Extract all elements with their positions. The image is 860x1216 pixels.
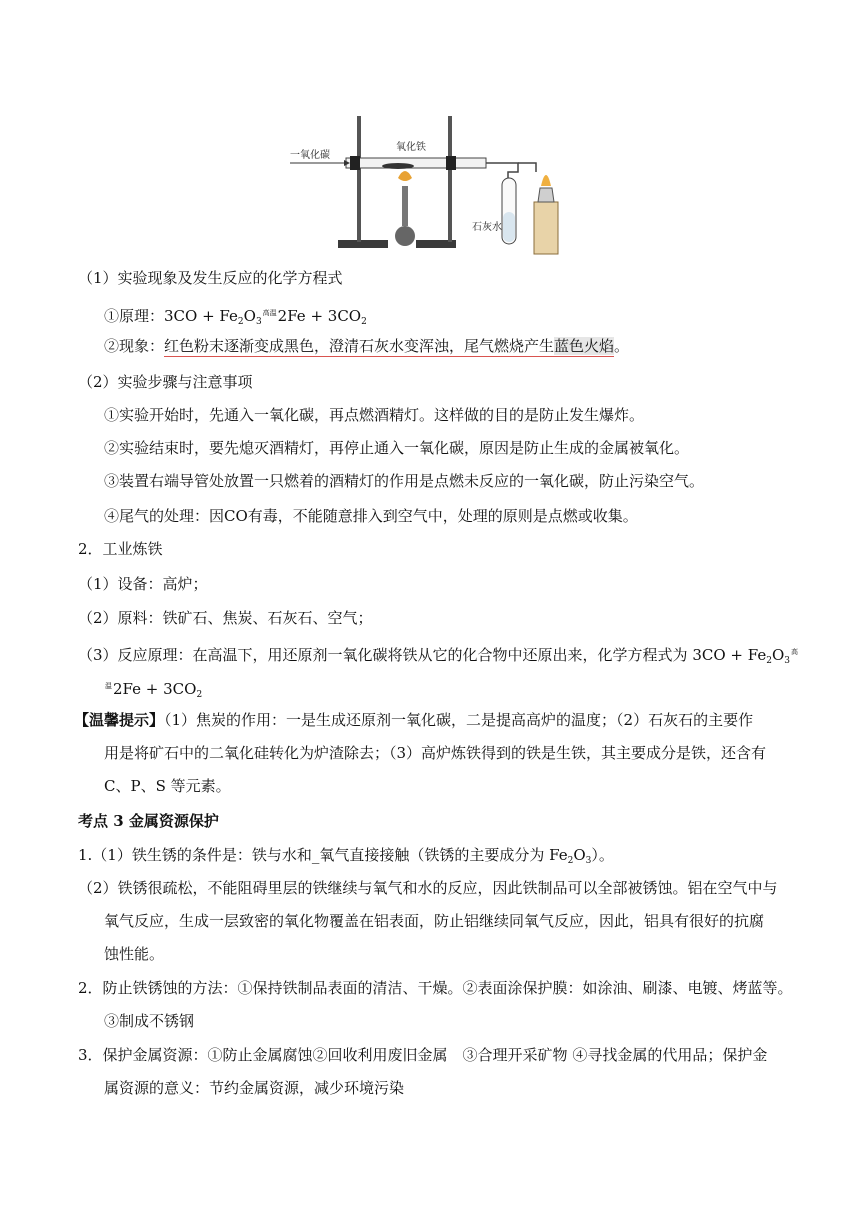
burner-stem: [402, 186, 408, 226]
step-3: ③装置右端导管处放置一只燃着的酒精灯的作用是点燃未反应的一氧化碳，防止污染空气。: [104, 472, 705, 490]
tip-line-2: 用是将矿石中的二氧化硅转化为炉渣除去；（3）高炉炼铁得到的铁是生铁，其主要成分是铁，还含有: [104, 744, 767, 762]
tip-line-1: [74, 710, 753, 730]
principle-text-b: 2Fe + 3CO: [277, 307, 362, 325]
resource-protection-line-1: 3．保护金属资源：①防止金属腐蚀②回收利用废旧金属 ③合理开采矿物 ④寻找金属的代用品；保护金: [78, 1046, 768, 1064]
rust-sub-2: 2: [567, 856, 574, 866]
reaction-condition-b: 温: [105, 682, 112, 690]
label-iron-oxide: 氧化铁: [396, 142, 426, 153]
phenomenon-line: [104, 336, 629, 356]
alcohol-lamp: [538, 188, 554, 202]
middle-stand-rod: [448, 116, 452, 242]
reaction-text-b: 2Fe + 3CO: [113, 680, 197, 698]
principle-sub-2: 2: [237, 317, 244, 327]
left-stand-base: [338, 240, 388, 248]
industry-equipment: （1）设备：高炉；: [78, 575, 208, 593]
step-1: ①实验开始时，先通入一氧化碳，再点燃酒精灯。这样做的目的是防止发生爆炸。: [104, 406, 645, 424]
burner-bulb: [395, 226, 415, 246]
rust-text-end: ）。: [591, 846, 614, 864]
reaction-tube: [346, 158, 486, 168]
rust-explanation-line-3: 蚀性能。: [104, 945, 165, 963]
principle-condition: 高温: [262, 309, 277, 317]
reaction-text-o: O: [771, 646, 785, 664]
iron-oxide-powder: [382, 163, 414, 169]
industry-reaction-line-1: [78, 642, 799, 665]
rust-sub-3: 3: [585, 856, 592, 866]
tip-label: 【温馨提示】: [74, 711, 165, 729]
limewater-level: [503, 212, 515, 242]
label-limewater: 石灰水: [472, 222, 502, 233]
phenomenon-end: 。: [614, 337, 630, 355]
reaction-text-a: （3）反应原理：在高温下，用还原剂一氧化碳将铁从它的化合物中还原出来，化学方程式为 3CO + Fe: [78, 646, 767, 664]
principle-sub-co2: 2: [361, 317, 367, 327]
phenomenon-underlined: [164, 337, 614, 357]
reaction-condition-a: 高: [790, 648, 798, 656]
step-2: ②实验结束时，要先熄灭酒精灯，再停止通入一氧化碳，原因是防止生成的金属被氧化。: [104, 439, 690, 457]
resource-protection-line-2: 属资源的意义：节约金属资源，减少环境污染: [104, 1079, 405, 1097]
industry-materials: （2）原料：铁矿石、焦炭、石灰石、空气；: [78, 609, 373, 627]
tube-stopper-left: [350, 156, 360, 170]
rust-prevention-line-2: ③制成不锈钢: [104, 1012, 195, 1030]
rust-prevention-line-1: 2．防止铁锈蚀的方法：①保持铁制品表面的清洁、干燥。②表面涂保护膜：如涂油、刷漆、电镀、烤蓝等。: [78, 979, 793, 997]
wood-block: [534, 202, 558, 254]
rust-text-o: O: [573, 846, 586, 864]
step-4: ④尾气的处理：因CO有毒，不能随意排入到空气中，处理的原则是点燃或收集。: [104, 507, 638, 525]
phenomenon-prefix: ②现象：: [104, 337, 165, 355]
tube-stopper-right: [446, 156, 456, 170]
phenomenon-text: 红色粉末逐渐变成黑色，澄清石灰水变浑浊，尾气燃烧产生: [164, 337, 555, 355]
label-carbon-monoxide: 一氧化碳: [290, 150, 330, 161]
principle-text-o: O: [243, 307, 256, 325]
experiment-heading-1: （1）实验现象及发生反应的化学方程式: [78, 269, 343, 287]
industry-title: 2．工业炼铁: [78, 540, 163, 558]
rust-explanation-line-1: （2）铁锈很疏松，不能阻碍里层的铁继续与氧气和水的反应，因此铁制品可以全部被锈蚀。铝在空气中与: [78, 879, 778, 897]
rust-text-a: 1.（1）铁生锈的条件是：铁与水和_氧气直接接触（铁锈的主要成分为 Fe: [78, 846, 568, 864]
rust-explanation-line-2: 氧气反应，生成一层致密的氧化物覆盖在铝表面，防止铝继续同氧气反应，因此，铝具有很好的抗腐: [104, 912, 765, 930]
lamp-flame: [541, 175, 551, 186]
reaction-sub-2: 2: [766, 656, 772, 666]
reaction-sub-co2: 2: [196, 690, 203, 700]
left-stand-rod: [357, 116, 361, 242]
tip-line-3: C、P、S 等元素。: [104, 777, 231, 795]
principle-equation: [104, 303, 367, 326]
section-heading-point-3: 考点 3 金属资源保护: [78, 812, 219, 830]
tail-gas-tube: [518, 163, 536, 172]
reaction-sub-3: 3: [784, 656, 790, 666]
industry-reaction-line-2: [104, 676, 202, 699]
rust-conditions: [78, 845, 614, 865]
experiment-heading-2: （2）实验步骤与注意事项: [78, 373, 253, 391]
principle-sub-3: 3: [255, 317, 262, 327]
burner-flame: [398, 171, 412, 181]
principle-text-a: ①原理：3CO + Fe: [104, 307, 238, 325]
tip-text-1: （1）焦炭的作用：一是生成还原剂一氧化碳，二是提高高炉的温度；（2）石灰石的主要作: [164, 711, 754, 729]
apparatus-figure: [286, 112, 576, 258]
phenomenon-highlight: 蓝色火焰: [554, 337, 615, 355]
